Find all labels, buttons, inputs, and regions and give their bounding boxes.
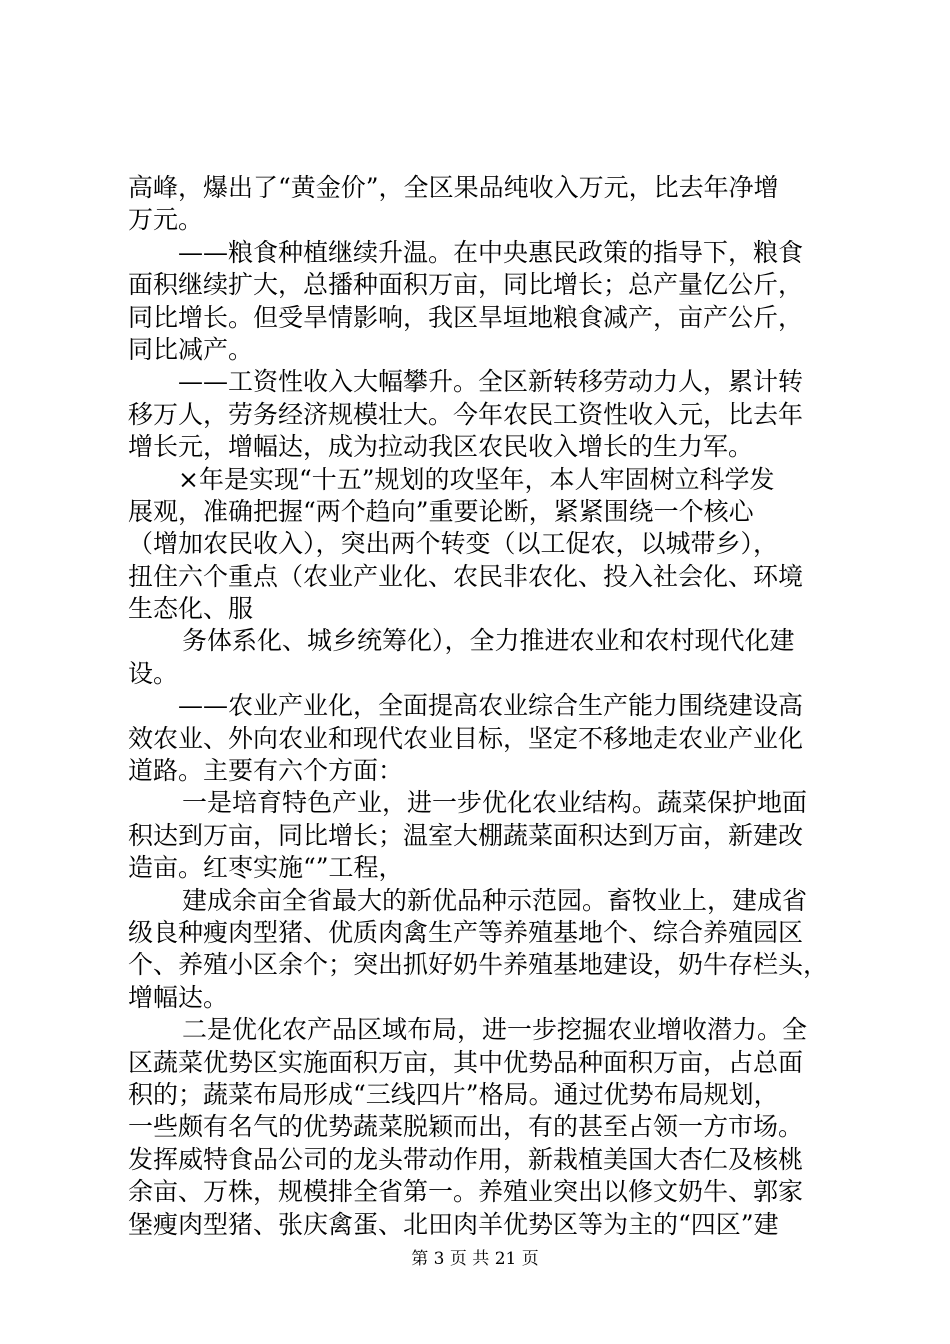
page-number-footer: 第 3 页 共 21 页 [411,1249,539,1269]
text-line: 生态化、服 [128,594,254,624]
text-line: 同比减产。 [128,334,254,364]
text-line: 造亩。红枣实施“”工程， [128,853,404,883]
document-body [128,172,848,1241]
text-line: 扭住六个重点（农业产业化、农民非农化、投入社会化、环境 [128,561,804,591]
text-line: 移万人，劳务经济规模壮大。今年农民工资性收入元，比去年 [128,399,804,429]
text-line: 面积继续扩大，总播种面积万亩，同比增长；总产量亿公斤， [128,270,804,300]
text-line: 区蔬菜优势区实施面积万亩，其中优势品种面积万亩，占总面 [128,1047,804,1077]
text-line: 设。 [128,658,179,688]
text-line: 积达到万亩，同比增长；温室大棚蔬菜面积达到万亩，新建改 [128,820,804,850]
text-line: 效农业、外向农业和现代农业目标，坚定不移地走农业产业化 [128,723,804,753]
text-line: 一是培育特色产业，进一步优化农业结构。蔬菜保护地面 [182,788,808,818]
text-line: 堡瘦肉型猪、张庆禽蛋、北田肉羊优势区等为主的“四区”建 [128,1209,779,1239]
text-line: ——粮食种植继续升温。在中央惠民政策的指导下，粮食 [178,237,804,267]
text-line: 余亩、万株，规模排全省第一。养殖业突出以修文奶牛、郭家 [128,1177,804,1207]
text-line: 二是优化农产品区域布局，进一步挖掘农业增收潜力。全 [182,1015,808,1045]
text-line: 建成余亩全省最大的新优品种示范园。畜牧业上，建成省 [182,885,808,915]
text-line: 万元。 [128,205,204,235]
text-line: 务体系化、城乡统筹化），全力推进农业和农村现代化建 [182,626,795,656]
text-line: ——农业产业化，全面提高农业综合生产能力围绕建设高 [178,691,804,721]
text-line: 发挥威特食品公司的龙头带动作用，新栽植美国大杏仁及核桃 [128,1144,804,1174]
text-line: 积的；蔬菜布局形成“三线四片”格局。通过优势布局规划， [128,1079,779,1109]
text-line: 级良种瘦肉型猪、优质肉禽生产等养殖基地个、综合养殖园区 [128,917,804,947]
text-line: 增幅达。 [128,982,229,1012]
text-line: 增长元，增幅达，成为拉动我区农民收入增长的生力军。 [128,432,754,462]
text-line: 一些颇有名气的优势蔬菜脱颖而出，有的甚至占领一方市场。 [128,1112,804,1142]
text-line: 高峰，爆出了“黄金价”，全区果品纯收入万元，比去年净增 [128,173,779,202]
text-line: ×年是实现“十五”规划的攻坚年，本人牢固树立科学发 [178,464,775,494]
text-line: 展观，准确把握“两个趋向”重要论断，紧紧围绕一个核心 [128,496,754,526]
text-line: 个、养殖小区余个；突出抓好奶牛养殖基地建设，奶牛存栏头， [128,950,829,980]
text-line: ——工资性收入大幅攀升。全区新转移劳动力人，累计转 [178,367,804,397]
text-line: 道路。主要有六个方面： [128,756,404,786]
text-line: （增加农民收入），突出两个转变（以工促农，以城带乡）， [128,529,779,559]
text-line: 同比增长。但受旱情影响，我区旱垣地粮食减产，亩产公斤， [128,302,804,332]
